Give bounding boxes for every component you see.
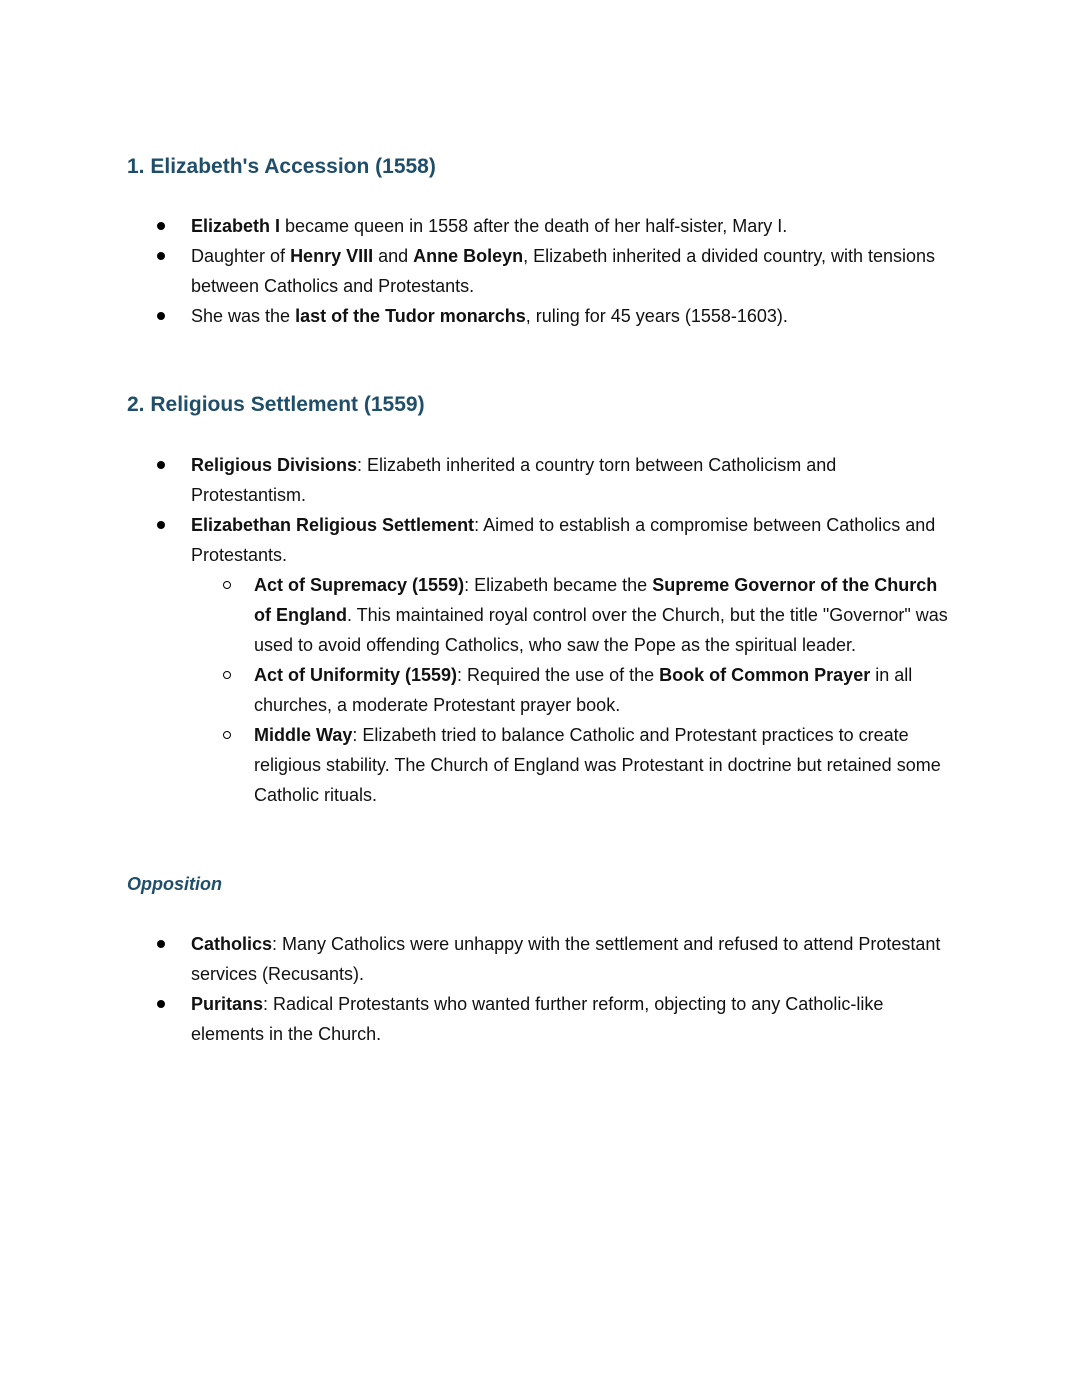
list-item: She was the last of the Tudor monarchs, ruling for 45 years (1558-1603). xyxy=(0,301,951,331)
list-item: Puritans: Radical Protestants who wanted further reform, objecting to any Catholic-like elements in the Church. xyxy=(0,989,951,1049)
opposition-bullet-list xyxy=(0,929,951,1049)
bullet-icon xyxy=(157,1000,165,1008)
sub-list-item: Act of Supremacy (1559): Elizabeth became the Supreme Governor of the Church of England. This maintained royal control over the Church, but the title "Governor" was used to avoid offending Catholics, who saw the Pope as the spiritual leader. xyxy=(254,570,954,660)
settlement-sub-list xyxy=(191,570,951,810)
bullet-icon xyxy=(157,252,165,260)
section-heading-religious-settlement: 2. Religious Settlement (1559) xyxy=(127,393,425,416)
bullet-icon xyxy=(157,222,165,230)
section-heading-opposition: Opposition xyxy=(127,874,222,894)
circle-bullet-icon xyxy=(223,581,231,589)
circle-bullet-icon xyxy=(223,671,231,679)
list-item: Catholics: Many Catholics were unhappy with the settlement and refused to attend Protestant services (Recusants). xyxy=(0,929,951,989)
list-item: Elizabethan Religious Settlement: Aimed to establish a compromise between Catholics and Protestants. Act of Supremacy (1559): Elizabeth became the Supreme Governor of the Church of England. This maintained royal control over the Church, but the title "Governor" was used to avoid offending Catholics, who saw the Pope as the spiritual leader. Act of Uniformity (1559): Required the use of the Book of Common Prayer in all churches, a moderate Protestant prayer book. Middle Way: Elizabeth tried to balance Catholic and Protestant practices to create religious stability. The Church of England was Protestant in doctrine but retained some Catholic rituals. xyxy=(0,510,951,810)
bullet-icon xyxy=(157,940,165,948)
list-item: Daughter of Henry VIII and Anne Boleyn, Elizabeth inherited a divided country, with tensions between Catholics and Protestants. xyxy=(0,241,951,301)
list-item: Religious Divisions: Elizabeth inherited a country torn between Catholicism and Protestantism. xyxy=(0,450,951,510)
circle-bullet-icon xyxy=(223,731,231,739)
settlement-bullet-list xyxy=(0,450,951,810)
bullet-icon xyxy=(157,461,165,469)
bullet-icon xyxy=(157,521,165,529)
sub-list-item: Middle Way: Elizabeth tried to balance Catholic and Protestant practices to create religious stability. The Church of England was Protestant in doctrine but retained some Catholic rituals. xyxy=(254,720,954,810)
sub-list-item: Act of Uniformity (1559): Required the use of the Book of Common Prayer in all churches, a moderate Protestant prayer book. xyxy=(254,660,954,720)
list-item: Elizabeth I became queen in 1558 after the death of her half-sister, Mary I. xyxy=(0,211,951,241)
section-heading-accession: 1. Elizabeth's Accession (1558) xyxy=(127,155,436,178)
bullet-icon xyxy=(157,312,165,320)
accession-bullet-list xyxy=(0,211,951,331)
